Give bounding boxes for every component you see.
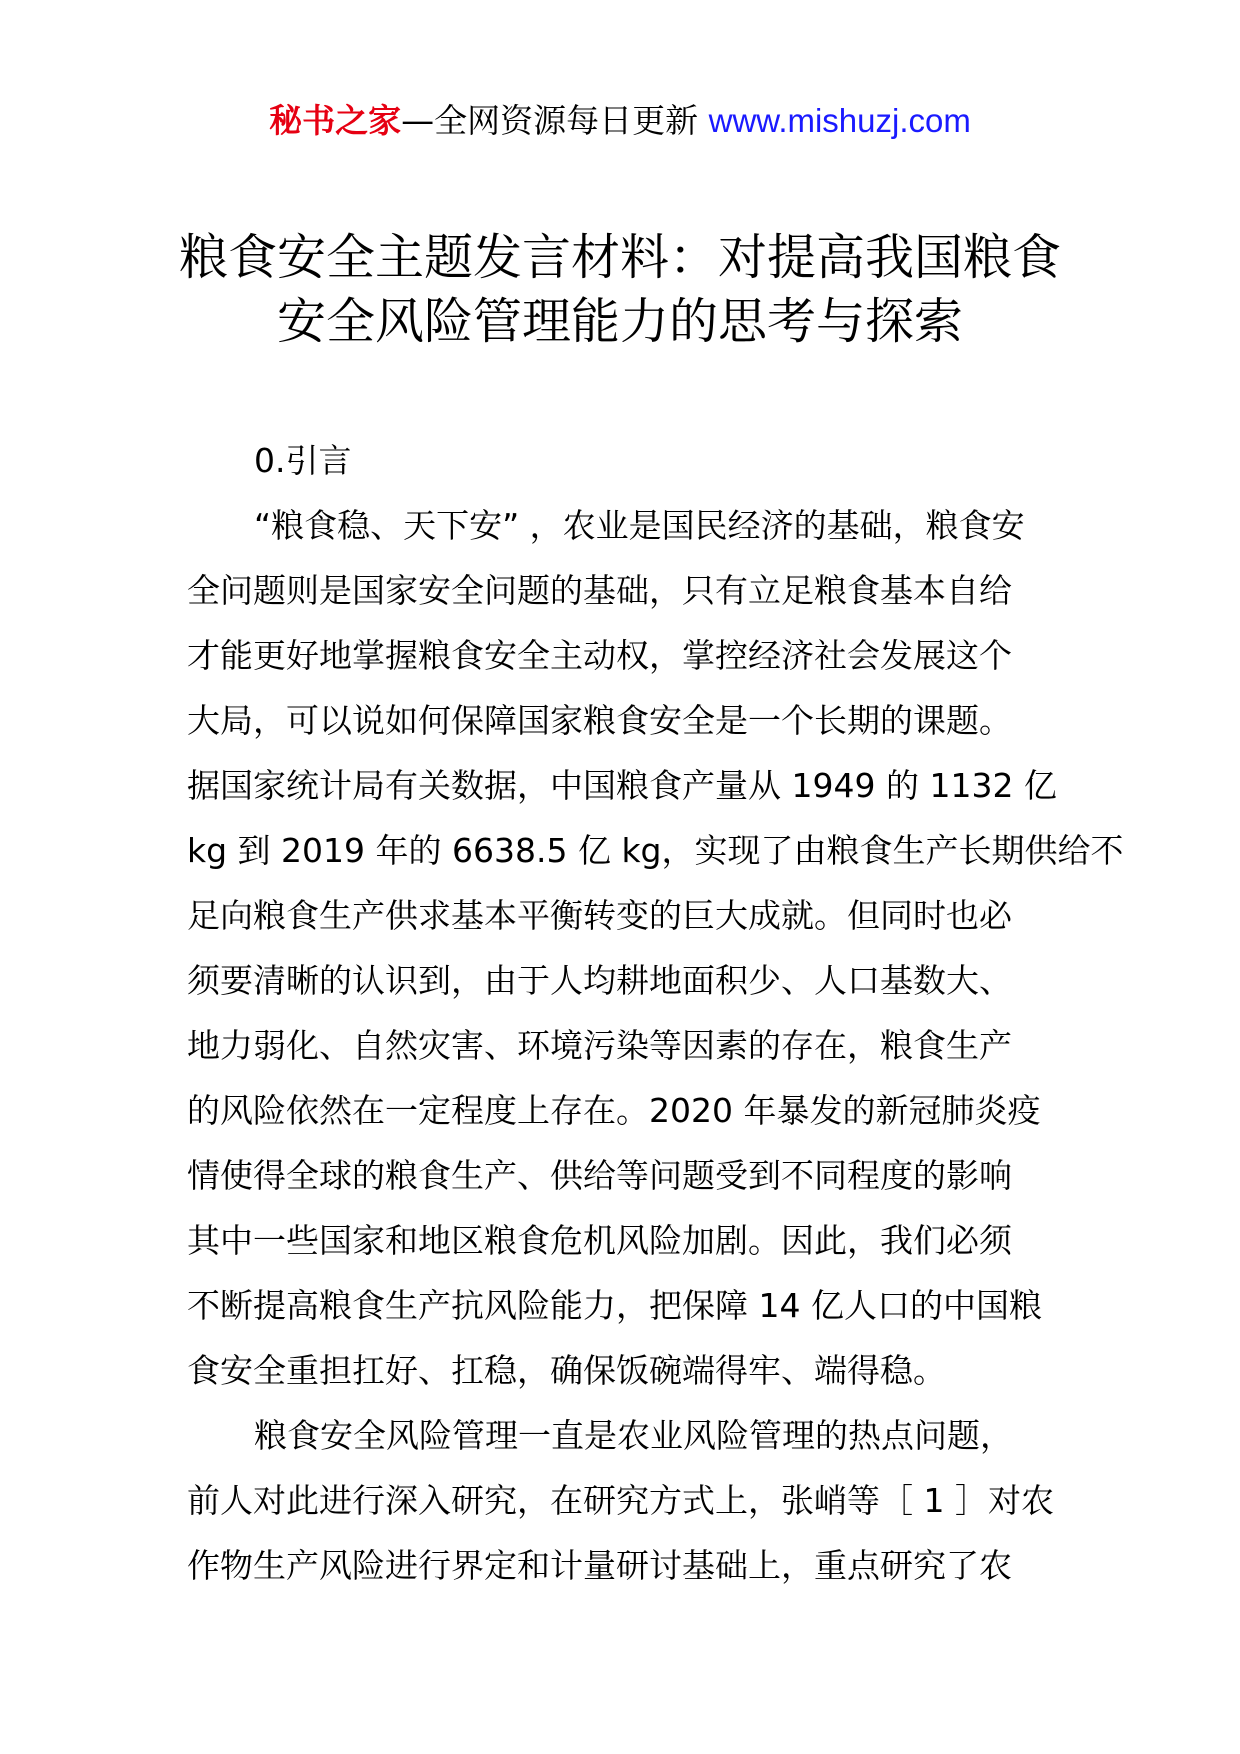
body-line: 食安全重担扛好、扛稳，确保饭碗端得牢、端得稳。 [187,1351,946,1390]
body-line: kg 到 2019 年的 6638.5 亿 kg，实现了由粮食生产长期供给不 [187,831,1124,870]
title-line-1: 粮食安全主题发言材料：对提高我国粮食 [178,229,1061,286]
body-line: 不断提高粮食生产抗风险能力，把保障 14 亿人口的中国粮 [187,1286,1042,1325]
body-line: 地力弱化、自然灾害、环境污染等因素的存在，粮食生产 [187,1026,1012,1065]
body-line: 作物生产风险进行界定和计量研讨基础上，重点研究了农 [187,1546,1012,1585]
body-line: “粮食稳、天下安” ，农业是国民经济的基础，粮食安 [254,506,1025,545]
document-body [187,428,1124,1598]
body-line: 大局，可以说如何保障国家粮食安全是一个长期的课题。 [187,701,1012,740]
body-line: 粮食安全风险管理一直是农业风险管理的热点问题， [254,1416,1013,1455]
document-title [150,226,1090,354]
title-line-2: 安全风险管理能力的思考与探索 [276,293,963,350]
body-line: 全问题则是国家安全问题的基础，只有立足粮食基本自给 [187,571,1012,610]
body-line: 才能更好地掌握粮食安全主动权，掌控经济社会发展这个 [187,636,1012,675]
section-heading-intro: 0.引言 [254,441,352,480]
body-line: 情使得全球的粮食生产、供给等问题受到不同程度的影响 [187,1156,1012,1195]
site-brand: 秘书之家 [269,101,402,140]
body-line: 前人对此进行深入研究，在研究方式上，张峭等［ 1 ］对农 [187,1481,1054,1520]
site-url-link[interactable]: www.mishuzj.com [708,102,971,139]
body-line: 的风险依然在一定程度上存在。2020 年暴发的新冠肺炎疫 [187,1091,1041,1130]
body-line: 据国家统计局有关数据，中国粮食产量从 1949 的 1132 亿 [187,766,1057,805]
body-line: 足向粮食生产供求基本平衡转变的巨大成就。但同时也必 [187,896,1012,935]
site-tagline: —全网资源每日更新 [401,101,709,140]
body-line: 其中一些国家和地区粮食危机风险加剧。因此，我们必须 [187,1221,1012,1260]
body-line: 须要清晰的认识到，由于人均耕地面积少、人口基数大、 [187,961,1012,1000]
site-header [0,96,1240,146]
